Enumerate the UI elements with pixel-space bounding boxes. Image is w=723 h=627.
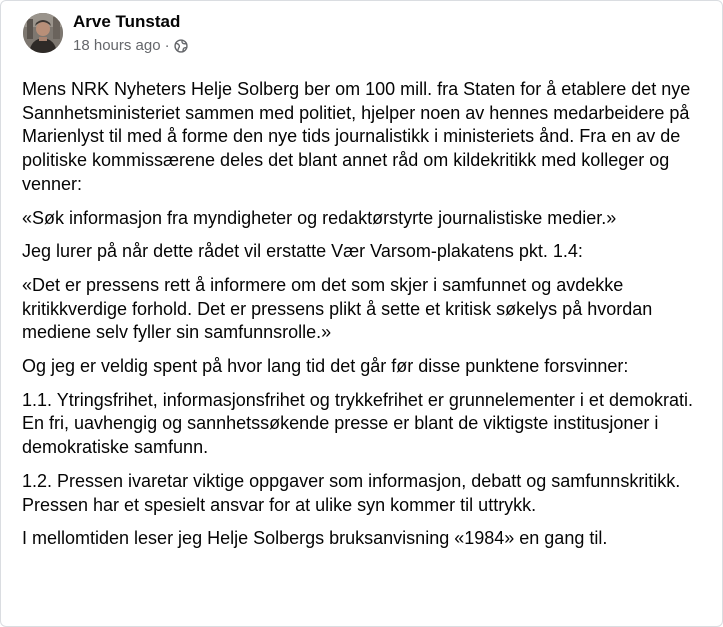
post-paragraph: «Søk informasjon fra myndigheter og redaktørstyrte journalistiske medier.»	[22, 207, 617, 228]
post-paragraph: 1.1. Ytringsfrihet, informasjonsfrihet og trykkefrihet er grunnelementer i et demokrati. En fri, uavhengig og sannhetssøkende presse er blant de viktigste institusjoner i demokratiske samfunn.	[22, 389, 693, 458]
post-paragraph: Mens NRK Nyheters Helje Solberg ber om 100 mill. fra Staten for å etablere det nye Sannhetsministeriet sammen med politiet, hjelper noen av hennes medarbeidere på Marienlyst til med å forme den nye tids journalistikk i ministeriets ånd. Fra en av de politiske kommissærene deles det blant annet råd om kildekritikk med kolleger og venner:	[22, 79, 691, 194]
post-paragraph: «Det er pressens rett å informere om det som skjer i samfunnet og avdekke kritikkverdige forhold. Det er pressens plikt å sette et kritisk søkelys på hvordan mediene selv fyller sin samfunnsrolle.»	[22, 274, 653, 343]
globe-icon[interactable]	[174, 39, 188, 53]
post-paragraph: Og jeg er veldig spent på hvor lang tid det går før disse punktene forsvinner:	[22, 356, 629, 377]
post-subline	[73, 37, 188, 55]
post-paragraph: Jeg lurer på når dette rådet vil erstatte Vær Varsom-plakatens pkt. 1.4:	[22, 241, 583, 262]
avatar[interactable]	[23, 13, 63, 53]
post-timestamp[interactable]: 18 hours ago	[73, 37, 161, 54]
post-meta	[73, 11, 188, 55]
post-paragraph: I mellomtiden leser jeg Helje Solbergs bruksanvisning «1984» en gang til.	[22, 528, 608, 549]
post-paragraph: 1.2. Pressen ivaretar viktige oppgaver som informasjon, debatt og samfunnskritikk. Pressen har et spesielt ansvar for at ulike syn kommer til uttrykk.	[22, 470, 681, 515]
meta-separator: ·	[164, 37, 170, 54]
post-body	[22, 78, 712, 561]
avatar-image	[23, 13, 63, 53]
author-name[interactable]: Arve Tunstad	[73, 12, 181, 31]
post-header	[23, 11, 188, 55]
